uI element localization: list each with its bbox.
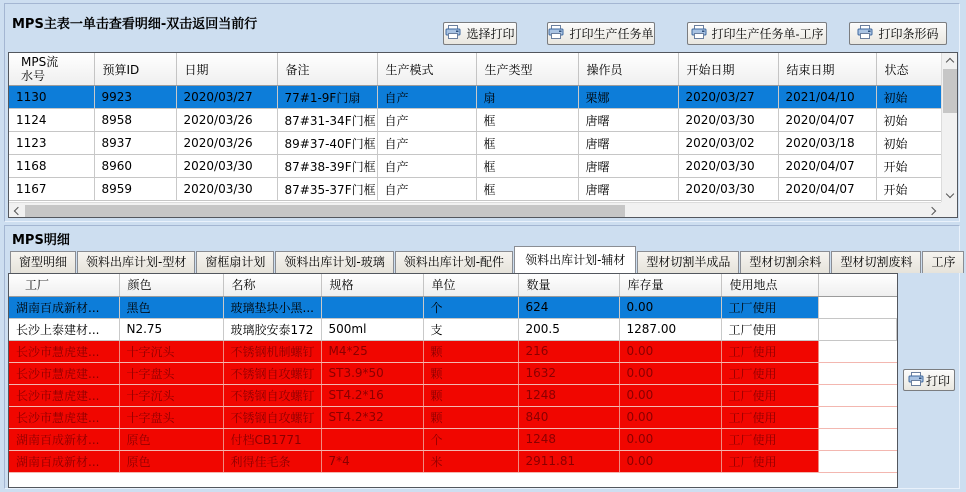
vertical-scrollbar[interactable]	[941, 53, 957, 202]
cell: 自产	[377, 132, 476, 155]
cell: 初始	[876, 109, 941, 132]
cell: 工厂使用	[721, 318, 818, 340]
cell: 624	[518, 296, 619, 318]
horizontal-scrollbar[interactable]	[9, 202, 941, 217]
cell: 玻璃胶安泰172	[223, 318, 321, 340]
cell: 2020/04/07	[778, 109, 876, 132]
cell: 8959	[94, 178, 176, 201]
cell: ST4.2*32	[321, 406, 423, 428]
cell-filler	[818, 318, 897, 340]
mps-detail-title: MPS明细	[12, 233, 70, 248]
cell: 2020/03/30	[678, 155, 778, 178]
cell: 长沙市慧虎建...	[9, 340, 119, 362]
cell: ST4.2*16	[321, 384, 423, 406]
printer-icon	[548, 25, 564, 42]
cell: 77#1-9F门扇	[277, 86, 377, 109]
cell: 唐曙	[578, 155, 678, 178]
column-header[interactable]: 工厂	[9, 274, 119, 296]
mps-main-title: MPS主表一单击查看明细-双击返回当前行	[12, 17, 258, 32]
chevron-up-icon	[946, 58, 954, 66]
mps-main-grid	[8, 52, 958, 218]
table-row[interactable]	[9, 178, 941, 201]
cell: 框	[476, 132, 578, 155]
cell: 湖南百成新材...	[9, 296, 119, 318]
print-barcode-button[interactable]	[849, 22, 947, 45]
cell: 长沙市慧虎建...	[9, 406, 119, 428]
cell: 个	[423, 428, 518, 450]
column-header[interactable]: 状态	[876, 53, 941, 86]
cell: 颗	[423, 362, 518, 384]
chevron-right-icon	[928, 206, 936, 214]
cell: 工厂使用	[721, 340, 818, 362]
cell: 0.00	[619, 428, 721, 450]
cell: 1248	[518, 384, 619, 406]
cell: 2020/03/26	[176, 109, 277, 132]
cell: 不锈钢自攻螺钉	[223, 406, 321, 428]
cell: 工厂使用	[721, 296, 818, 318]
cell: 0.00	[619, 296, 721, 318]
scroll-up-button[interactable]	[942, 53, 958, 68]
cell: 2020/03/30	[678, 178, 778, 201]
cell: 不锈钢机制螺钉	[223, 340, 321, 362]
cell: 87#31-34F门框	[277, 109, 377, 132]
column-header[interactable]: 生产模式	[377, 53, 476, 86]
mps-main-table	[9, 53, 942, 201]
cell: 长沙上泰建材...	[9, 318, 119, 340]
column-header[interactable]: 名称	[223, 274, 321, 296]
cell: 500ml	[321, 318, 423, 340]
cell: 1130	[9, 86, 94, 109]
column-header[interactable]: 单位	[423, 274, 518, 296]
column-header[interactable]: 生产类型	[476, 53, 578, 86]
cell: 长沙市慧虎建...	[9, 362, 119, 384]
cell: 湖南百成新材...	[9, 428, 119, 450]
table-row[interactable]	[9, 384, 897, 406]
cell: 1632	[518, 362, 619, 384]
column-header[interactable]: 规格	[321, 274, 423, 296]
column-header[interactable]: 备注	[277, 53, 377, 86]
cell: 自产	[377, 178, 476, 201]
table-row[interactable]	[9, 109, 941, 132]
select-print-button[interactable]	[443, 22, 517, 45]
print-task-order-process-label: 打印生产任务单-工序	[711, 27, 824, 41]
header-filler	[818, 274, 897, 296]
cell: 2021/04/10	[778, 86, 876, 109]
cell: 开始	[876, 155, 941, 178]
cell: 840	[518, 406, 619, 428]
cell: 2020/04/07	[778, 155, 876, 178]
table-row[interactable]	[9, 318, 897, 340]
table-row[interactable]	[9, 362, 897, 384]
cell: 2020/04/07	[778, 178, 876, 201]
column-header[interactable]: 预算ID	[94, 53, 176, 86]
cell: 长沙市慧虎建...	[9, 384, 119, 406]
cell: 栗娜	[578, 86, 678, 109]
cell: 2020/03/30	[176, 155, 277, 178]
column-header[interactable]: 使用地点	[721, 274, 818, 296]
cell: 2020/03/30	[678, 109, 778, 132]
cell: 唐曙	[578, 178, 678, 201]
column-header[interactable]: MPS流水号	[9, 53, 94, 86]
cell: 开始	[876, 178, 941, 201]
cell: 2020/03/30	[176, 178, 277, 201]
header-row	[9, 53, 941, 86]
cell: 0.00	[619, 406, 721, 428]
cell-filler	[818, 428, 897, 450]
cell: 自产	[377, 109, 476, 132]
print-button[interactable]	[903, 369, 955, 391]
table-row[interactable]	[9, 296, 897, 318]
cell-filler	[818, 384, 897, 406]
cell: 不锈钢自攻螺钉	[223, 362, 321, 384]
cell: 十字沉头	[119, 340, 223, 362]
scrollbar-corner	[941, 202, 957, 217]
cell-filler	[818, 340, 897, 362]
cell: 9923	[94, 86, 176, 109]
cell: 湖南百成新材...	[9, 450, 119, 472]
select-print-label: 选择打印	[466, 27, 515, 41]
printer-icon	[691, 25, 707, 42]
print-task-order-process-button[interactable]	[687, 22, 827, 45]
scroll-down-button[interactable]	[942, 187, 958, 202]
cell: 初始	[876, 132, 941, 155]
cell: 2020/03/02	[678, 132, 778, 155]
cell: 初始	[876, 86, 941, 109]
table-row[interactable]	[9, 340, 897, 362]
print-task-order-button[interactable]	[547, 22, 655, 45]
cell-filler	[818, 406, 897, 428]
cell: 工厂使用	[721, 384, 818, 406]
cell: 216	[518, 340, 619, 362]
cell: 自产	[377, 86, 476, 109]
cell: M4*25	[321, 340, 423, 362]
table-row[interactable]	[9, 155, 941, 178]
cell: 2020/03/27	[678, 86, 778, 109]
cell: 2911.81	[518, 450, 619, 472]
cell: 8937	[94, 132, 176, 155]
cell: 颗	[423, 340, 518, 362]
column-header[interactable]: 库存量	[619, 274, 721, 296]
table-row[interactable]	[9, 406, 897, 428]
chevron-down-icon	[946, 189, 954, 197]
mps-detail-table	[9, 274, 897, 473]
cell: 2020/03/26	[176, 132, 277, 155]
column-header[interactable]: 开始日期	[678, 53, 778, 86]
cell: 扇	[476, 86, 578, 109]
cell-filler	[818, 362, 897, 384]
cell: 框	[476, 109, 578, 132]
print-barcode-label: 打印条形码	[878, 27, 939, 41]
printer-icon	[445, 25, 461, 42]
cell: 8960	[94, 155, 176, 178]
cell: 87#38-39F门框	[277, 155, 377, 178]
cell: 工厂使用	[721, 362, 818, 384]
cell: 十字盘头	[119, 362, 223, 384]
cell: 1287.00	[619, 318, 721, 340]
tab-4[interactable]: 领料出库计划-配件	[395, 251, 513, 273]
cell: 2020/03/18	[778, 132, 876, 155]
cell: 1123	[9, 132, 94, 155]
tab-3[interactable]: 领料出库计划-玻璃	[275, 251, 393, 273]
cell: 框	[476, 178, 578, 201]
cell: 1248	[518, 428, 619, 450]
tab-5[interactable]: 领料出库计划-辅材	[514, 246, 636, 273]
cell: 0.00	[619, 340, 721, 362]
table-row[interactable]	[9, 428, 897, 450]
cell: 工厂使用	[721, 450, 818, 472]
cell: 米	[423, 450, 518, 472]
cell: 工厂使用	[721, 406, 818, 428]
cell: 利得佳毛条	[223, 450, 321, 472]
tab-2[interactable]: 窗框扇计划	[196, 251, 274, 273]
cell: 0.00	[619, 362, 721, 384]
table-row[interactable]	[9, 132, 941, 155]
tab-9[interactable]: 工序	[922, 251, 964, 273]
column-header[interactable]: 颜色	[119, 274, 223, 296]
column-header[interactable]: 日期	[176, 53, 277, 86]
cell: 200.5	[518, 318, 619, 340]
print-task-order-label: 打印生产任务单	[569, 27, 654, 41]
cell: 颗	[423, 384, 518, 406]
cell: 唐曙	[578, 132, 678, 155]
scroll-right-button[interactable]	[925, 203, 941, 218]
cell	[321, 296, 423, 318]
cell: 个	[423, 296, 518, 318]
tab-6[interactable]: 型材切割半成品	[637, 251, 739, 273]
detail-tab-bar	[10, 246, 965, 273]
cell: 0.00	[619, 450, 721, 472]
cell: 不锈钢自攻螺钉	[223, 384, 321, 406]
cell: 原色	[119, 428, 223, 450]
cell: 1167	[9, 178, 94, 201]
cell: 工厂使用	[721, 428, 818, 450]
cell: 89#37-40F门框	[277, 132, 377, 155]
header-row	[9, 274, 897, 296]
cell: 87#35-37F门框	[277, 178, 377, 201]
cell: 十字盘头	[119, 406, 223, 428]
chevron-left-icon	[14, 206, 22, 214]
cell: 付档CB1771	[223, 428, 321, 450]
cell: 8958	[94, 109, 176, 132]
table-row[interactable]	[9, 450, 897, 472]
cell: 颗	[423, 406, 518, 428]
mps-detail-grid	[8, 273, 898, 488]
cell	[321, 428, 423, 450]
column-header[interactable]: 结束日期	[778, 53, 876, 86]
table-row[interactable]	[9, 86, 941, 109]
cell: 十字沉头	[119, 384, 223, 406]
horizontal-scroll-thumb[interactable]	[25, 205, 625, 217]
print-label: 打印	[925, 373, 950, 388]
cell: 0.00	[619, 384, 721, 406]
tab-0[interactable]: 窗型明细	[10, 251, 76, 273]
cell-filler	[818, 450, 897, 472]
cell: 7*4	[321, 450, 423, 472]
tab-1[interactable]: 领料出库计划-型材	[77, 251, 195, 273]
cell: 唐曙	[578, 109, 678, 132]
cell: 支	[423, 318, 518, 340]
cell: 原色	[119, 450, 223, 472]
column-header[interactable]: 数量	[518, 274, 619, 296]
cell: 自产	[377, 155, 476, 178]
cell: N2.75	[119, 318, 223, 340]
vertical-scroll-thumb[interactable]	[943, 69, 957, 113]
cell-filler	[818, 296, 897, 318]
column-header[interactable]: 操作员	[578, 53, 678, 86]
cell: 1168	[9, 155, 94, 178]
cell: 框	[476, 155, 578, 178]
cell: 2020/03/27	[176, 86, 277, 109]
cell: 玻璃垫块小黑...	[223, 296, 321, 318]
scroll-left-button[interactable]	[9, 203, 25, 218]
printer-icon	[857, 25, 873, 42]
printer-icon	[908, 372, 924, 389]
tab-7[interactable]: 型材切割余料	[740, 251, 830, 273]
tab-8[interactable]: 型材切割废料	[831, 251, 921, 273]
cell: 1124	[9, 109, 94, 132]
cell: ST3.9*50	[321, 362, 423, 384]
cell: 黑色	[119, 296, 223, 318]
